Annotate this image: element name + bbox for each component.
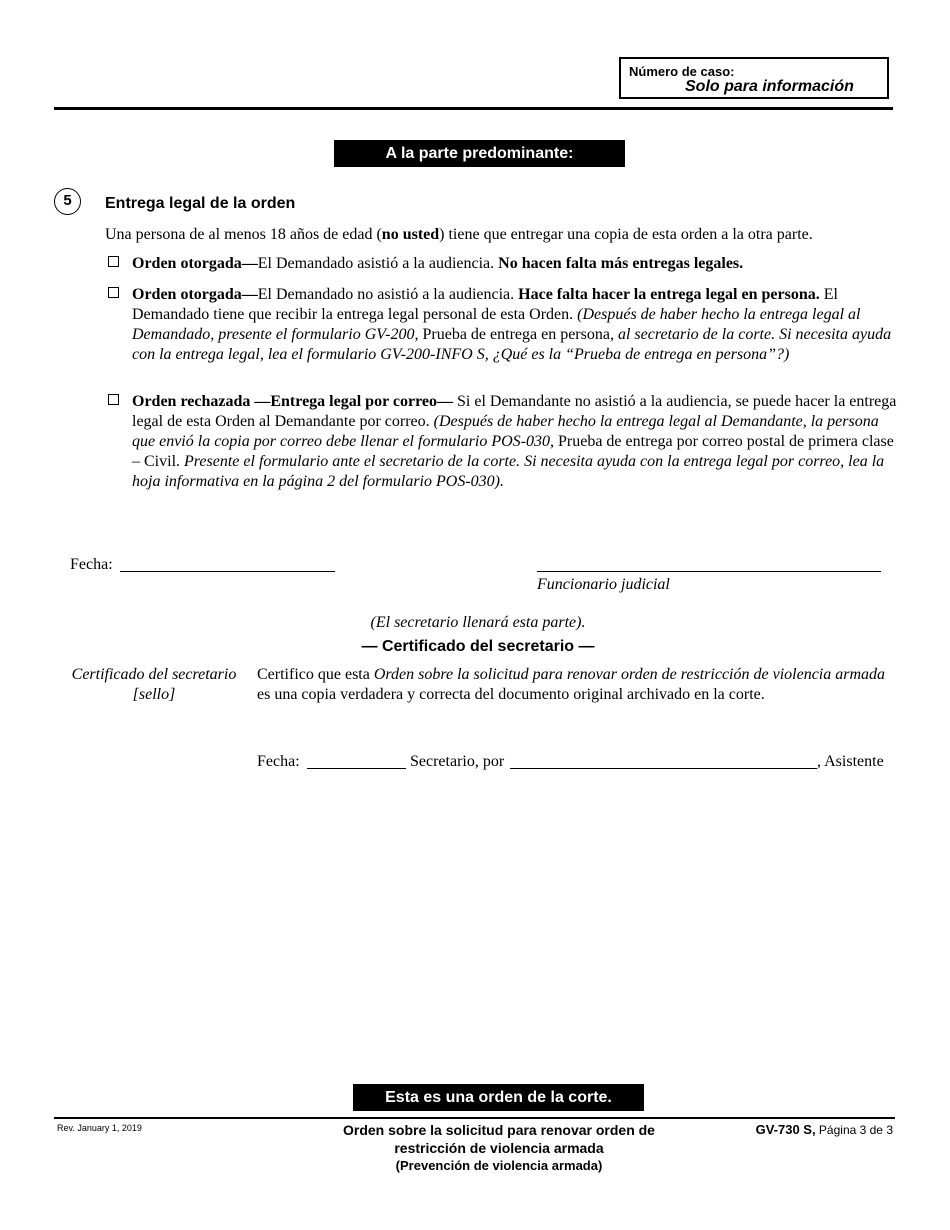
form-page-id: GV-730 S, Página 3 de 3 [755,1122,893,1137]
section-title: Entrega legal de la orden [105,195,296,212]
signature-date-line[interactable] [120,571,335,572]
checkbox-order-denied-mail[interactable] [108,394,119,405]
clerk-certification-text: Certifico que esta Orden sobre la solicitud para renovar orden de restricción de violencia armada es una copia verdadera y correcta del documento original archivado en la corte. [257,666,886,703]
form-title: Orden sobre la solicitud para renovar orden de restricción de violencia armada (Prevención de violencia armada) [343,1122,655,1173]
section-number: 5 [54,188,81,215]
clerk-date-label: Fecha: [257,753,300,770]
clerk-certificate-heading: — Certificado del secretario — [361,638,595,655]
option-order-denied-mail: Orden rechazada —Entrega legal por correo— Si el Demandante no asistió a la audiencia, se puede hacer la entrega legal de esta Orden al Demandante por correo. (Después de haber hecho la entrega legal al Demandante, la persona que envió la copia por correo debe llenar el formulario POS-030, Prueba de entrega por correo postal de primera clase – Civil. Presente el formulario ante el secretario de la corte. Si necesita ayuda con la entrega legal por correo, lea la hoja informativa en la página 2 del formulario POS-030). [132,393,897,490]
clerk-signature-line[interactable] [510,768,817,769]
clerk-note: (El secretario llenará esta parte). [370,614,586,631]
header-rule [54,107,893,110]
prevailing-party-banner: A la parte predominante: [334,140,625,167]
judicial-officer-signature-line[interactable] [537,571,881,572]
case-number-value: Solo para información [685,78,854,95]
option-order-granted-not-attended: Orden otorgada—El Demandado no asistió a la audiencia. Hace falta hacer la entrega legal en persona. El Demandado tiene que recibir la entrega legal personal de esta Orden. (Después de haber hecho la entrega legal al Demandado, presente el formulario GV-200, Prueba de entrega en persona, al secretario de la corte. Si necesita ayuda con la entrega legal, lea el formulario GV-200-INFO S, ¿Qué es la “Prueba de entrega en persona”?) [132,286,892,363]
signature-date-label: Fecha: [70,556,113,573]
section-intro: Una persona de al menos 18 años de edad (no usted) tiene que entregar una copia de esta orden a la otra parte. [105,226,813,243]
case-number-label: Número de caso: [629,64,735,79]
judicial-officer-label: Funcionario judicial [537,576,670,593]
case-number-box [619,57,889,99]
court-order-banner: Esta es una orden de la corte. [353,1084,644,1111]
option-order-granted-attended: Orden otorgada—El Demandado asistió a la audiencia. No hacen falta más entregas legales. [132,255,744,272]
deputy-label: , Asistente [817,753,884,770]
checkbox-order-granted-not-attended[interactable] [108,287,119,298]
clerk-date-line[interactable] [307,768,406,769]
clerk-label: Secretario, por [410,753,505,770]
revision-date: Rev. January 1, 2019 [57,1123,142,1133]
clerk-seal-area: Certificado del secretario [sello] [71,666,237,703]
checkbox-order-granted-attended[interactable] [108,256,119,267]
footer-rule [54,1117,895,1119]
